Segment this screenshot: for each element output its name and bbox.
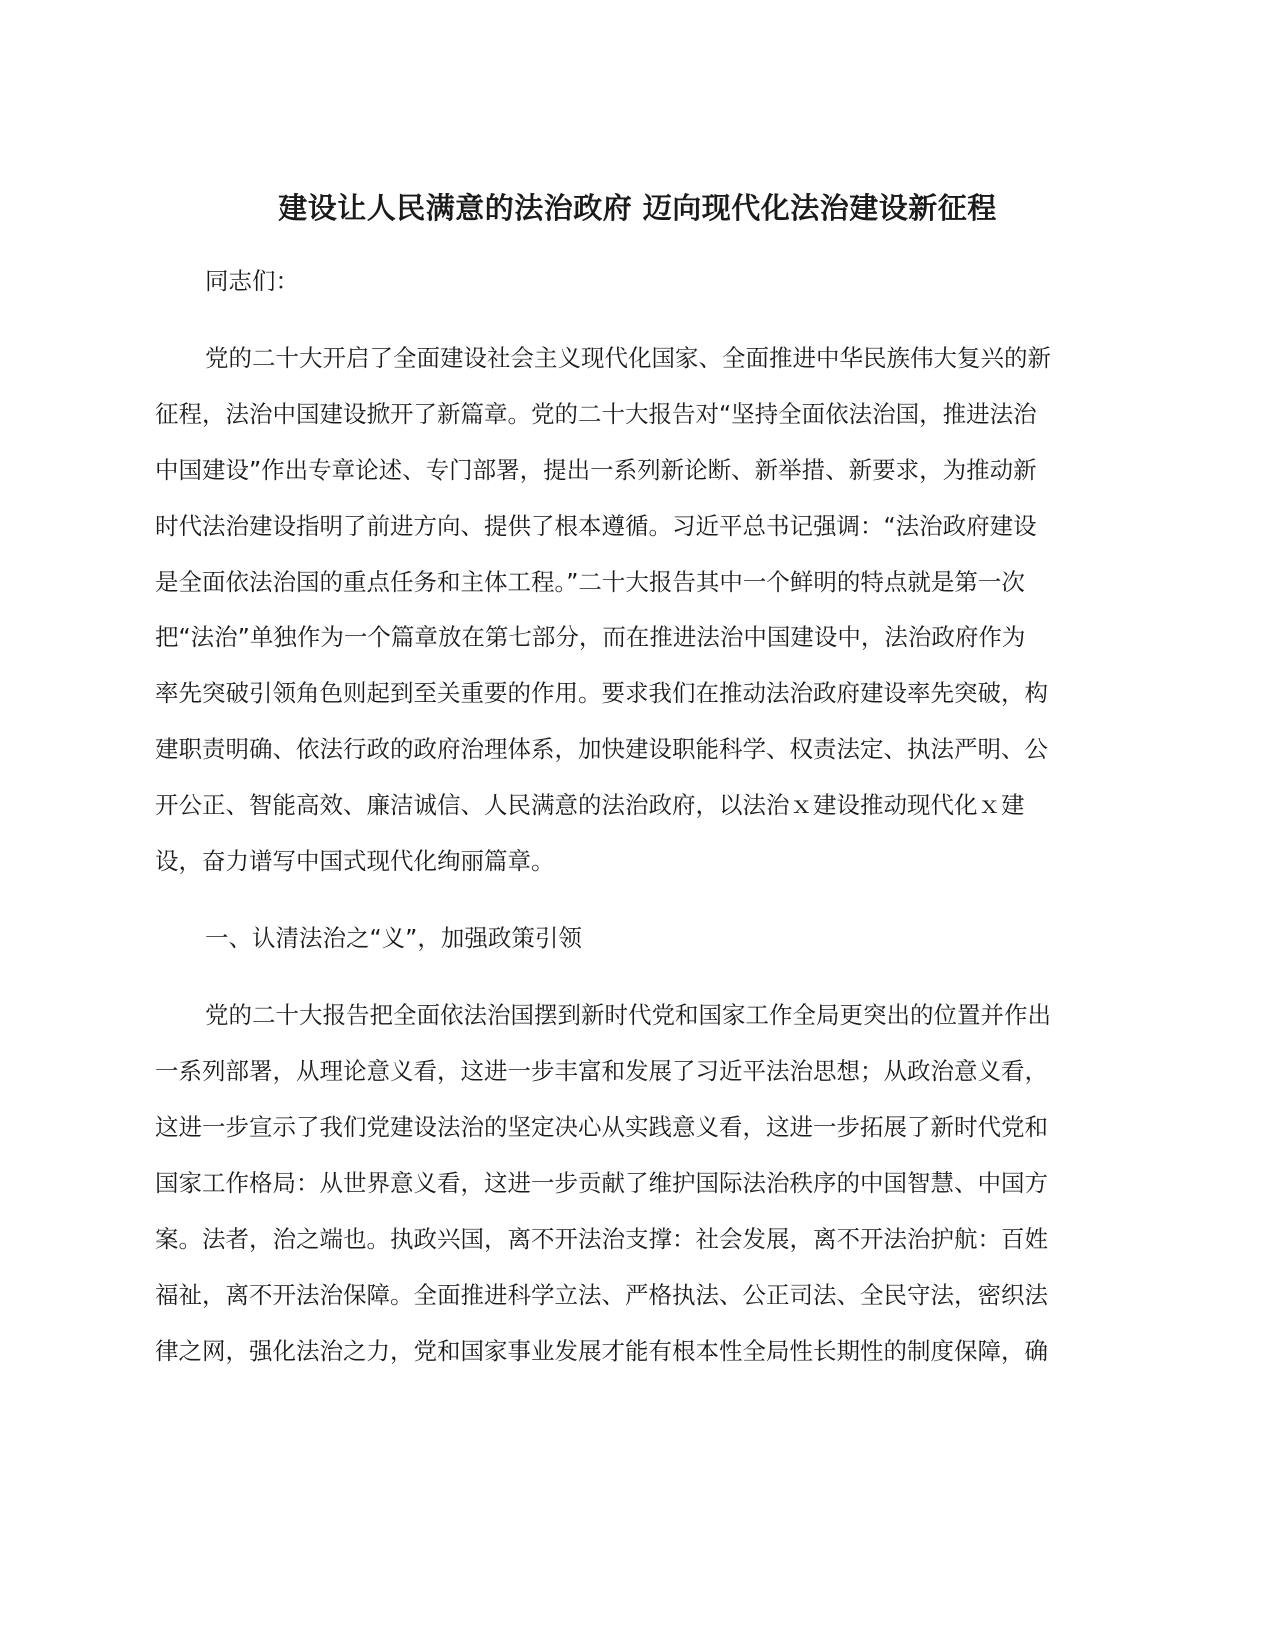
paragraph-line: 这进一步宣示了我们党建设法治的坚定决心从实践意义看，这进一步拓展了新时代党和 xyxy=(155,1113,1048,1141)
paragraph-line: 律之网，强化法治之力，党和国家事业发展才能有根本性全局性长期性的制度保障，确 xyxy=(155,1337,1048,1365)
paragraph-line: 设，奋力谱写中国式现代化绚丽篇章。 xyxy=(155,847,555,875)
paragraph-line: 一系列部署，从理论意义看，这进一步丰富和发展了习近平法治思想；从政治意义看， xyxy=(155,1057,1048,1085)
paragraph-line: 开公正、智能高效、廉洁诚信、人民满意的法治政府，以法治ｘ建设推动现代化ｘ建 xyxy=(155,791,1025,819)
paragraph-line: 福祉，离不开法治保障。全面推进科学立法、严格执法、公正司法、全民守法，密织法 xyxy=(155,1281,1048,1309)
paragraph-line: 案。法者，治之端也。执政兴国，离不开法治支撑：社会发展，离不开法治护航：百姓 xyxy=(155,1225,1048,1253)
paragraph-line: 是全面依法治国的重点任务和主体工程。”二十大报告其中一个鲜明的特点就是第一次 xyxy=(155,568,1025,596)
paragraph-line: 时代法治建设指明了前进方向、提供了根本遵循。习近平总书记强调：“法治政府建设 xyxy=(155,512,1037,540)
paragraph-line: 党的二十大报告把全面依法治国摆到新时代党和国家工作全局更突出的位置并作出 xyxy=(205,1001,1051,1029)
section-heading-1: 一、认清法治之“义”，加强政策引领 xyxy=(205,924,582,952)
paragraph-line: 中国建设”作出专章论述、专门部署，提出一系列新论断、新举措、新要求，为推动新 xyxy=(155,456,1037,484)
paragraph-line: 建职责明确、依法行政的政府治理体系，加快建设职能科学、权责法定、执法严明、公 xyxy=(155,735,1048,763)
paragraph-line: 征程，法治中国建设掀开了新篇章。党的二十大报告对“坚持全面依法治国，推进法治 xyxy=(155,400,1037,428)
paragraph-line: 国家工作格局：从世界意义看，这进一步贡献了维护国际法治秩序的中国智慧、中国方 xyxy=(155,1169,1048,1197)
paragraph-line: 率先突破引领角色则起到至关重要的作用。要求我们在推动法治政府建设率先突破，构 xyxy=(155,679,1048,707)
paragraph-line: 党的二十大开启了全面建设社会主义现代化国家、全面推进中华民族伟大复兴的新 xyxy=(205,344,1051,372)
document-title: 建设让人民满意的法治政府 迈向现代化法治建设新征程 xyxy=(278,191,997,225)
greeting: 同志们： xyxy=(205,267,299,295)
paragraph-line: 把“法治”单独作为一个篇章放在第七部分，而在推进法治中国建设中，法治政府作为 xyxy=(155,623,1026,651)
